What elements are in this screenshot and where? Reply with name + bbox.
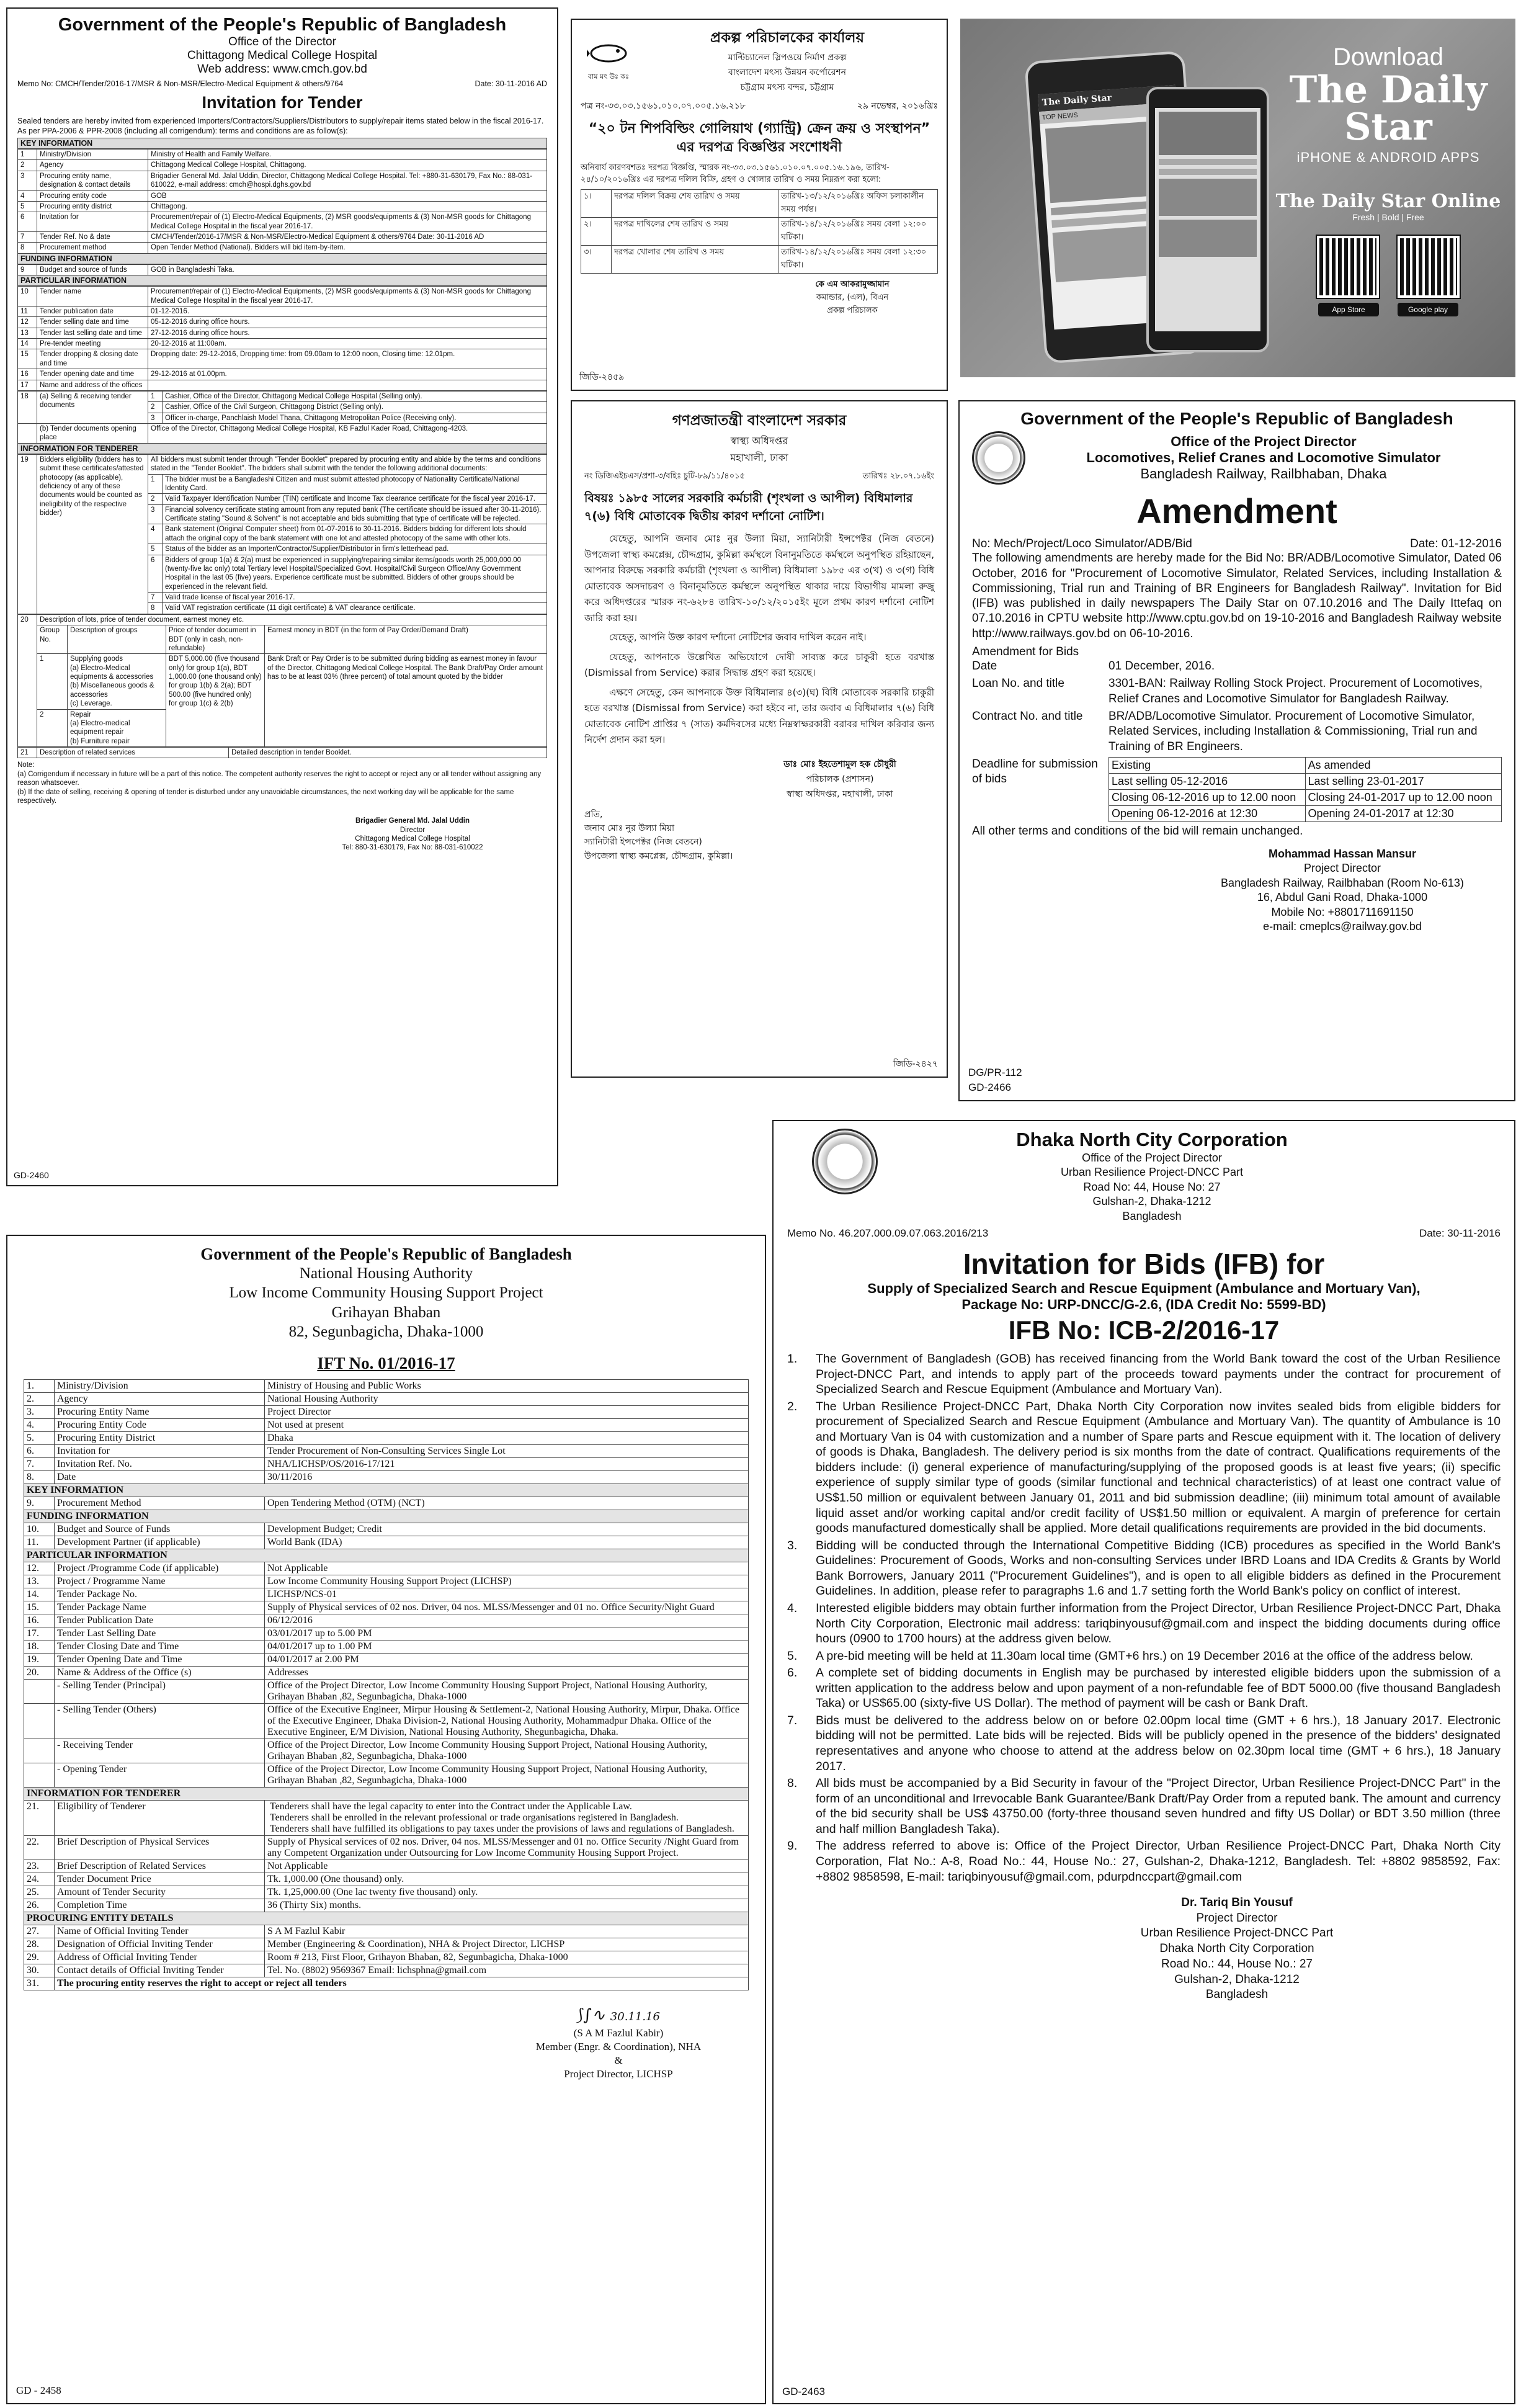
table-row: 3 Procuring entity name, designation & contact details Brigadier General Md. Jalal Uddin, Director, Chittagong Medical College Hospital. Tel: +880-31-630179, Fax No.: 88-031-610022, e-mail address: cmch@hospi.dghs.gov.bd bbox=[18, 171, 547, 190]
list-item: Tenderers shall have fulfilled its obligations to pay taxes under the provisions of laws and regulations of Bangladesh. bbox=[270, 1824, 734, 1834]
table-row: 20. Name & Address of the Office (s) Addresses bbox=[24, 1667, 749, 1680]
ad-tagline: Fresh | Bold | Free bbox=[1352, 212, 1424, 222]
table-row: - Opening Tender Office of the Project Director, Low Income Community Housing Support Project, National Housing Authority, Grihayan Bhaban ,82, Segunbagicha, Dhaka-1000 bbox=[24, 1763, 749, 1788]
dncc-ifb-notice: Dhaka North City Corporation Office of the Project Director Urban Resilience Project-DNCC Part Road No: 44, House No: 27 Gulshan-2, Dhaka-1212 Bangladesh Memo No. 46.207.000.09.07.063.2016/213 Date: 30-11-2016 Invitation for Bids (IFB) for Supply of Specialized Search and Rescue Equipment (Ambulance and Mortuary Van), Package No: URP-DNCC/G-2.6, (IDA Credit No: 5599-BD) IFB No: ICB-2/2016-17 1. The Government of Bangladesh (GOB) has received financing from the World Bank toward the cost of the Urban Resilience Project-DNCC Part, and intends to apply part of the proceeds toward payments under the contract for procurement of Specialized Search and Rescue Equipment (Ambulance and Mortuary Van). 2. The Urban Resilience Project-DNCC Part, Dhaka North City Corporation now invites sealed bids from eligible bidders for procurement of Specialized Search and Rescue Equipment (Ambulance and Mortuary Van). The quantity of Ambulance is 10 and Mortuary Van is 04 with customization and a number of Spare parts and Rescue equipment with it. The location of delivery of goods is Dhaka, Bangladesh. The delivery period is six months from the date of contract. Qualifications requirements of the bidders include: (i) general experience of manufacturing/supplying of the proposed goods is at least five years; (ii) specific experience of supply similar type of goods (similar functional and technical characteristics) of at least one contract value of US$1.50 million or equivalent between January 01, 2011 and bid submission deadline; (iii) minimum total amount of available liquid asset and/or working capital and/or credit facility of US$1.50 million or equivalent. A margin of preference for certain goods manufactured domestically shall be applied. More detail qualifications requirements are provided in the bid documents. 3. Bidding will be conducted through the International Competitive Bidding (ICB) procedures as specified in the World Bank's Guidelines: Procurement of Goods, Works and non-consulting Services under IBRD Loans and IDA Credits & Grants by World Bank Borrowers, January 2011 ("Procurement Guidelines"), and is open to all eligible bidders as defined in the Procurement Guidelines. In addition, please refer to paragraphs 1.6 and 1.7 setting forth the World Bank's policy on conflict of interest. 4. Interested eligible bidders may obtain further information from the Project Director, Urban Resilience Project-DNCC Part, Dhaka North City Corporation, Electronic mail address: tariqbinyousuf@gmail.com and inspect the bidding documents during office hours (0900 to 1700 hours) at the address given below. 5. A pre-bid meeting will be held at 11.30am local time (GMT+6 hrs.) on 19 December 2016 at the office of the address below. 6. A complete set of bidding documents in English may be purchased by interested eligible bidders upon the submission of a written application to the address below and upon payment of a non-refundable fee of BDT 5000.00 (five thousand Bangladesh Taka) or US$65.00 (sixty-five US Dollar). The method of payment will be cash or Bank Draft. 7. Bids must be delivered to the address below on or before 02.00pm local time (GMT + 6 hrs.), 18 January 2017. Electronic bidding will not be permitted. Late bids will be rejected. Bids will be publicly opened in the presence of the bidders' designated representatives and anyone who choose to attend at the address below on 02.30pm local time (GMT + 6 hrs.), 18 January 2017. 8. All bids must be accompanied by a Bid Security in favour of the "Project Director, Urban Resilience Project-DNCC Part" in the form of an unconditional and Irrevocable Bank Guarantee/Bank Draft/Pay Order from a reputed bank. The amount and currency of the bid security shall be US$ 43750.00 (forty-three thousand seven hundred and fifty US Dollar) or BDT 3.50 million (three and half million Bangladesh Taka). 9. The address referred to above is: Office of the Project Director, Urban Resilience Project-DNCC Part, Dhaka North City Corporation, Flat No.: A-8, Road No.: 44, House No.: 27, Gulshan-2, Dhaka-1212, Bangladesh. Tel: +8802 9858592, Fax: +8802 9858598, E-mail: tariqbinyousuf@gmail.com, pdurpdnccpart@gmail.com Dr. Tariq Bin Yousuf Project Director Urban Resilience Project-DNCC Part Dhaka North City Corporation Road No.: 44, House No.: 27 Gulshan-2, Dhaka-1212 Bangladesh GD-2463 bbox=[772, 1120, 1515, 2404]
cmch-gd: GD-2460 bbox=[14, 1170, 49, 1180]
tablet-mockup bbox=[1146, 87, 1269, 352]
table-row: 8 Valid VAT registration certificate (11 digit certificate) & VAT clearance certificate. bbox=[18, 603, 547, 614]
fisheries-body: অনিবার্য কারণবশতঃ দরপত্র বিজ্ঞপ্তি, স্মারক নং-৩৩.০৩.১৫৬১.০১০.০৭.০০৫.১৬.১৯৬, তারিখ- ২৪/১০/২০১৬খ্রিঃ এর দরপত্র দলিল বিক্রি, গ্রহণ ও খোলার তারিখ ও সময় নিম্নরূপ করা হলো: bbox=[581, 163, 890, 184]
table-row: ৩। দরপত্র খোলার শেষ তারিখ ও সময় তারিখ-১৪/১২/২০১৬খ্রিঃ সময় বেলা ১২:৩০ ঘটিকা। bbox=[581, 245, 938, 273]
table-row: 28. Designation of Official Inviting Tender Member (Engineering & Coordination), NHA & Project Director, LICHSP bbox=[24, 1938, 749, 1951]
health-gd: জিডি-২৪২৭ bbox=[893, 1059, 938, 1069]
dncc-title: Dhaka North City Corporation bbox=[1016, 1129, 1288, 1150]
fish-logo-icon bbox=[587, 38, 630, 69]
table-row: 15 Tender dropping & closing date and time Dropping date: 29-12-2016, Dropping time: from 09.00am to 12:00 noon, Closing time: 12.01pm. bbox=[18, 349, 547, 369]
cmch-table-eligibility: 19 Bidders eligibility (bidders has to submit these certificates/attested photocopy (as applicable), deficiency of any of these documents would be counted as ineligibility of the respective bidder) All bidders must submit tender through "Tender Booklet" prepared by procuring entity and abide by the terms and conditions stated in the "Tender Booklet". The bidders shall submit with the tender the following additional documents: 1 The bidder must be a Bangladeshi Citizen and must submit attested photocopy of Nationality Certificate/National Identity Card. 2 Valid Taxpayer Identification Number (TIN) certificate and Income Tax clearance certificate for the fiscal year 2016-17. 3 Financial solvency certificate stating amount from any reputed bank (The certificate should be issued after 30-11-2016). Certificate stating "Sound & Solvent" is not acceptable and bids submitting that type of certificate will be rejected. 4 Bank statement (Original Computer sheet) from 01-07-2016 to 30-11-2016. Bidders bidding for different lots should attach the original copy of the bank statement with one lot and attested photocopy of the same with other lots. 5 Status of the bidder as an Importer/Contractor/Supplier/Distributor in firm's letterhead pad. 6 Bidders of group 1(a) & 2(a) must be experienced in supplying/repairing similar items/goods worth 25,000,000.00 (twenty-five lac only) total Tertiary level Hospital/Specialized Govt. Hospital/Civil Surgeon Office/Any Government Hospital in the last 05 (five) years. Experience certificate must be submitted. Bidders of other groups should be experienced in the relevant field. 7 Valid trade license of fiscal year 2016-17. 8 Valid VAT registration certificate (11 digit certificate) & VAT clearance certificate. bbox=[17, 454, 547, 614]
list-item: 9. The address referred to above is: Office of the Project Director, Urban Resilience Project-DNCC Part, Dhaka North City Corporation, Flat No.: A-8, Road No.: 44, House No.: 27, Gulshan-2, Dhaka-1212, Bangladesh. Tel: +8802 9858592, Fax: +8802 9858598, E-mail: tariqbinyousuf@gmail.com, pdurpdnccpart@gmail.com bbox=[787, 1839, 1501, 1884]
table-row: 4. Procuring Entity Code Not used at present bbox=[24, 1419, 749, 1432]
table-row: 6. Invitation for Tender Procurement of Non-Consulting Services Single Lot bbox=[24, 1445, 749, 1458]
fisheries-notice: বাম মৎ উঃ কঃ প্রকল্প পরিচালকের কার্যালয় মাল্টিচ্যানেল স্লিপওয়ে নির্মাণ প্রকল্প বাংলাদেশ মৎস্য উন্নয়ন কর্পোরেশন চট্টগ্রাম মৎস্য বন্দর, চট্টগ্রাম পত্র নং-৩৩.০৩.১৫৬১.০১০.০৭.০০৫.১৬.২১৮ ২৯ নভেম্বর, ২০১৬খ্রিঃ “২০ টন শিপবিল্ডিং গোলিয়াথ (গ্যান্ট্রি) ক্রেন ক্রয় ও সংস্থাপন” এর দরপত্র বিজ্ঞপ্তির সংশোধনী অনিবার্য কারণবশতঃ দরপত্র বিজ্ঞপ্তি, স্মারক নং-৩৩.০৩.১৫৬১.০১০.০৭.০০৫.১৬.১৯৬, তারিখ- ২৪/১০/২০১৬খ্রিঃ এর দরপত্র দলিল বিক্রি, গ্রহণ ও খোলার তারিখ ও সময় নিম্নরূপ করা হলো: ১। দরপত্র দলিল বিক্রয় শেষ তারিখ ও সময় তারিখ-১৩/১২/২০১৬খ্রিঃ অফিস চলাকালীন সময় পর্যন্ত। ২। দরপত্র দাখিলের শেষ তারিখ ও সময় তারিখ-১৪/১২/২০১৬খ্রিঃ সময় বেলা ১২:০০ ঘটিকা। ৩। দরপত্র খোলার শেষ তারিখ ও সময় তারিখ-১৪/১২/২০১৬খ্রিঃ সময় বেলা ১২:৩০ ঘটিকা। কে এম আকরামুজ্জামান কমান্ডার, (এল), বিএন প্রকল্প পরিচালক জিডি-২৪৫৯ bbox=[571, 19, 948, 391]
fisheries-title: প্রকল্প পরিচালকের কার্যালয় bbox=[710, 30, 865, 46]
nha-signature: ⟆∫∿ 30.11.16 (S A M Fazlul Kabir) Member (Engr. & Coordination), NHA & Project Director, LICHSP bbox=[488, 2005, 749, 2081]
dncc-items bbox=[787, 1351, 1501, 1884]
fisheries-logo: বাম মৎ উঃ কঃ bbox=[581, 38, 636, 83]
table-row: 2 Agency Chittagong Medical College Hospital, Chittagong. bbox=[18, 160, 547, 171]
table-row: 8. Date 30/11/2016 bbox=[24, 1471, 749, 1484]
list-item: 5. A pre-bid meeting will be held at 11.30am local time (GMT+6 hrs.) on 19 December 2016 at the office of the address below. bbox=[787, 1649, 1473, 1663]
cmch-heading: Invitation for Tender bbox=[202, 92, 363, 112]
table-row: 16. Tender Publication Date 06/12/2016 bbox=[24, 1614, 749, 1627]
table-row: Last selling 05-12-2016 Last selling 23-01-2017 bbox=[1109, 773, 1502, 789]
cmch-key-info: KEY INFORMATION bbox=[17, 138, 547, 149]
phone-mockup: The Daily Star TOP NEWS bbox=[1024, 51, 1205, 364]
table-row: 6 Bidders of group 1(a) & 2(a) must be experienced in supplying/repairing similar items/goods worth 25,000,000.00 (twenty-five lac only) total Tertiary level Hospital/Specialized Govt. Hospital/Civil Surgeon Office/Any Government Hospital in the last 05 (five) years. Experience certificate must be submitted. Bidders of other groups should be experienced in the relevant field. bbox=[18, 555, 547, 593]
table-row: 10. Budget and Source of Funds Development Budget; Credit bbox=[24, 1523, 749, 1536]
list-item: 3. Bidding will be conducted through the International Competitive Bidding (ICB) procedures as specified in the World Bank's Guidelines: Procurement of Goods, Works and non-consulting Services under IBRD Loans and IDA Credits & Grants by World Bank Borrowers, January 2011 ("Procurement Guidelines"), and is open to all eligible bidders as defined in the Procurement Guidelines. In addition, please refer to paragraphs 1.6 and 1.7 setting forth the World Bank's policy on conflict of interest. bbox=[787, 1538, 1501, 1598]
list-item: 2. The Urban Resilience Project-DNCC Part, Dhaka North City Corporation now invites sealed bids from eligible bidders for procurement of Specialized Search and Rescue Equipment (Ambulance and Mortuary Van). The quantity of Ambulance is 10 and Mortuary Van is 04 with customization and a number of Spare parts and Rescue equipment with it. The location of delivery of goods is Dhaka, Bangladesh. The delivery period is six months from the date of contract. Qualifications requirements of the bidders include: (i) general experience of manufacturing/supplying of the proposed goods is at least five years; (ii) specific experience of supply similar type of goods (similar functional and technical characteristics) of at least one contract value of US$1.50 million or equivalent between January 01, 2011 and bid submission deadline; (iii) minimum total amount of available liquid asset and/or working capital and/or credit facility of US$1.50 million or equivalent. A margin of preference for certain goods manufactured domestically shall be applied. More detail qualifications requirements are provided in the bid documents. bbox=[787, 1399, 1501, 1536]
table-row: 24. Tender Document Price Tk. 1,000.00 (One thousand) only. bbox=[24, 1873, 749, 1886]
cmch-govt-title: Government of the People's Republic of Bangladesh bbox=[58, 15, 507, 35]
section-header: KEY INFORMATION bbox=[24, 1484, 749, 1497]
section-header: PROCURING ENTITY DETAILS bbox=[24, 1912, 749, 1925]
table-row: 16 Tender opening date and time 29-12-2016 at 01.00pm. bbox=[18, 369, 547, 380]
railway-deadline-table: Existing As amended Last selling 05-12-2016 Last selling 23-01-2017 Closing 06-12-2016 up to 12.00 noon Closing 24-01-2017 up to 12.00 noon Opening 06-12-2016 at 12:30 Opening 24-01-2017 at 12:30 bbox=[1108, 757, 1502, 822]
section-header: PARTICULAR INFORMATION bbox=[24, 1549, 749, 1562]
dncc-heading: Invitation for Bids (IFB) for bbox=[963, 1247, 1325, 1280]
table-row: 30. Contact details of Official Inviting Tender Tel. No. (8802) 9569367 Email: lichsphna@gmail.com bbox=[24, 1964, 749, 1977]
table-row: 8 Procurement method Open Tender Method (National). Bidders will bid item-by-item. bbox=[18, 243, 547, 253]
cmch-web: Web address: www.cmch.gov.bd bbox=[197, 63, 367, 76]
nha-tender-notice: Government of the People's Republic of Bangladesh National Housing Authority Low Income Community Housing Support Project Grihayan Bhaban 82, Segunbagicha, Dhaka-1000 IFT No. 01/2016-17 1. Ministry/Division Ministry of Housing and Public Works 2. Agency National Housing Authority 3. Procuring Entity Name Project Director 4. Procuring Entity Code Not used at present 5. Procuring Entity District Dhaka 6. Invitation for Tender Procurement of Non-Consulting Services Single Lot 7. Invitation Ref. No. NHA/LICHSP/OS/2016-17/121 8. Date 30/11/2016 KEY INFORMATION 9. Procurement Method Open Tendering Method (OTM) (NCT) FUNDING INFORMATION 10. Budget and Source of Funds Development Budget; Credit 11. Development Partner (if applicable) World Bank (IDA) PARTICULAR INFORMATION 12. Project /Programme Code (if applicable) Not Applicable 13. Project / Programme Name Low Income Community Housing Support Project (LICHSP) 14. Tender Package No. LICHSP/NCS-01 15. Tender Package Name Supply of Physical services of 02 nos. Driver, 04 nos. MLSS/Messenger and 01 no. Office Security/Night Guard 16. Tender Publication Date 06/12/2016 17. Tender Last Selling Date 03/01/2017 up to 5.00 PM 18. Tender Closing Date and Time 04/01/2017 up to 1.00 PM 19. Tender Opening Date and Time 04/01/2017 at 2.00 PM 20. Name & Address of the Office (s) Addresses - Selling Tender (Principal) Office of the Project Director, Low Income Community Housing Support Project, National Housing Authority, Grihayan Bhaban ,82, Segunbagicha, Dhaka-1000 - Selling Tender (Others) Office of the Executive Engineer, Mirpur Housing & Settlement-2, National Housing Authority, Mirpur, Dhaka. Office of the Executive Engineer, Dhaka Division-2, National Housing Authority, Mohammadpur Dhaka. Office of the Executive Engineer, E/M Division, National Housing Authority, Shegunbagicha, Dhaka. - Receiving Tender Office of the Project Director, Low Income Community Housing Support Project, National Housing Authority, Grihayan Bhaban ,82, Segunbagicha, Dhaka-1000 - Opening Tender Office of the Project Director, Low Income Community Housing Support Project, National Housing Authority, Grihayan Bhaban ,82, Segunbagicha, Dhaka-1000 INFORMATION FOR TENDERER 21. Eligibility of Tenderer Tenderers shall have the legal capacity to enter into the Contract under the Applicable Law. Tenderers shall be enrolled in the relevant professional or trade organisations registered in Bangladesh. Tenderers shall have fulfilled its obligations to pay taxes under the provisions of laws and regulations of Bangladesh. 22. Brief Description of Physical Services Supply of Physical services of 02 nos. Driver, 04 nos. MLSS/Messenger and 01 no. Office Security /Night Guard from any Competent Organization under Outsourcing for Low Income Community Housing Support Project. 23. Brief Description of Related Services Not Applicable 24. Tender Document Price Tk. 1,000.00 (One thousand) only. 25. Amount of Tender Security Tk. 1,25,000.00 (One lac twenty five thousand) only. 26. Completion Time 36 (Thirty Six) months. PROCURING ENTITY DETAILS 27. Name of Official Inviting Tender S A M Fazlul Kabir 28. Designation of Official Inviting Tender Member (Engineering & Coordination), NHA & Project Director, LICHSP 29. Address of Official Inviting Tender Room # 213, First Floor, Grihayon Bhaban, 82, Segunbagicha, Dhaka-1000 30. Contact details of Official Inviting Tender Tel. No. (8802) 9569367 Email: lichsphna@gmail.com 31. The procuring entity reserves the right to accept or reject all tenders ⟆∫∿ 30.11.16 (S A M Fazlul Kabir) Member (Engr. & Coordination), NHA & Project Director, LICHSP GD - 2458 bbox=[6, 1235, 766, 2404]
cmch-tender-notice bbox=[6, 7, 558, 1186]
cmch-hospital: Chittagong Medical College Hospital bbox=[187, 49, 378, 63]
nha-gd: GD - 2458 bbox=[16, 2384, 61, 2396]
table-row: 9 Budget and source of funds GOB in Bangladeshi Taka. bbox=[18, 264, 547, 275]
railway-date: Date: 01-12-2016 bbox=[1410, 537, 1502, 551]
table-row: 1 Ministry/Division Ministry of Health and Family Welfare. bbox=[18, 150, 547, 160]
table-row: 14 Pre-tender meeting 20-12-2016 at 11:00am. bbox=[18, 339, 547, 349]
dncc-date: Date: 30-11-2016 bbox=[1419, 1227, 1501, 1239]
fisheries-signature: কে এম আকরামুজ্জামান কমান্ডার, (এল), বিএন প্রকল্প পরিচালক bbox=[815, 279, 890, 315]
dncc-package: Package No: URP-DNCC/G-2.6, (IDA Credit No: 5599-BD) bbox=[961, 1296, 1326, 1312]
dncc-memo: Memo No. 46.207.000.09.07.063.2016/213 bbox=[787, 1227, 989, 1239]
nha-govt-title: Government of the People's Republic of Bangladesh bbox=[200, 1245, 572, 1263]
table-row: ২। দরপত্র দাখিলের শেষ তারিখ ও সময় তারিখ-১৪/১২/২০১৬খ্রিঃ সময় বেলা ১২:০০ ঘটিকা। bbox=[581, 217, 938, 245]
dncc-supply: Supply of Specialized Search and Rescue Equipment (Ambulance and Mortuary Van), bbox=[867, 1280, 1421, 1296]
railway-no: No: Mech/Project/Loco Simulator/ADB/Bid bbox=[972, 537, 1192, 551]
table-row: 11 Tender publication date 01-12-2016. bbox=[18, 306, 547, 316]
table-row: 6 Invitation for Procurement/repair of (1) Electro-Medical Equipments, (2) MSR goods/equipments & (3) Non-MSR goods for Chittagong Medical College Hospital in the fiscal year 2016-17. bbox=[18, 212, 547, 232]
table-row: 12 Tender selling date and time 05-12-2016 during office hours. bbox=[18, 317, 547, 328]
cmch-info-tenderer: INFORMATION FOR TENDERER bbox=[17, 444, 547, 454]
fisheries-heading: “২০ টন শিপবিল্ডিং গোলিয়াথ (গ্যান্ট্রি) ক্রেন ক্রয় ও সংস্থাপন” এর দরপত্র বিজ্ঞপ্তির সংশোধনী bbox=[588, 121, 930, 155]
table-row: 17 Name and address of the offices bbox=[18, 380, 547, 390]
health-subject: বিষয়ঃ ১৯৮৫ সালের সরকারি কর্মচারী (শৃংখলা ও আপীল) বিধিমালার ৭(৬) বিধি মোতাবেক দ্বিতীয় কারণ দর্শানো নোটিশ। bbox=[584, 491, 913, 523]
cmch-signature: Brigadier General Md. Jalal Uddin Director Chittagong Medical College Hospital Tel: 880-31-630179, Fax No: 88-031-610022 bbox=[342, 817, 483, 852]
cmch-notes: Note: (a) Corrigendum if necessary in future will be a part of this notice. The competent authority reserves the right to accept or reject any or all tender without assigning any reason whatsoever. (b) If the date of selling, receiving & opening of tender is disturbed under any unavoidable circumstances, the next working day will be applicable for the same respectively. bbox=[17, 761, 542, 805]
health-memo: নং ডিজিএইচএস/প্রশা-৩/বহিঃ চুটি-৮৯/১১/৪০১৫ bbox=[584, 472, 745, 481]
railway-gd: GD-2466 bbox=[968, 1081, 1011, 1093]
table-row: 13. Project / Programme Name Low Income Community Housing Support Project (LICHSP) bbox=[24, 1575, 749, 1588]
cmch-particular: PARTICULAR INFORMATION bbox=[17, 275, 547, 286]
table-row: 1. Ministry/Division Ministry of Housing and Public Works bbox=[24, 1380, 749, 1393]
table-row: 21. Eligibility of Tenderer Tenderers shall have the legal capacity to enter into the Contract under the Applicable Law. Tenderers shall be enrolled in the relevant professional or trade organisations registered in Bangladesh. Tenderers shall have fulfilled its obligations to pay taxes under the provisions of laws and regulations of Bangladesh. bbox=[24, 1801, 749, 1836]
list-item: 4. Interested eligible bidders may obtain further information from the Project Director, Urban Resilience Project-DNCC Part, Dhaka North City Corporation, Electronic mail address: tariqbinyousuf@gmail.com and inspect the bidding documents during office hours (0900 to 1700 hours) at the address given below. bbox=[787, 1601, 1501, 1646]
table-row: 7 Valid trade license of fiscal year 2016-17. bbox=[18, 593, 547, 603]
railway-logo-icon bbox=[972, 431, 1025, 485]
table-row: - Receiving Tender Office of the Project Director, Low Income Community Housing Support Project, National Housing Authority, Grihayan Bhaban ,82, Segunbagicha, Dhaka-1000 bbox=[24, 1739, 749, 1763]
table-row: Closing 06-12-2016 up to 12.00 noon Closing 24-01-2017 up to 12.00 noon bbox=[1109, 790, 1502, 806]
ad-apps: iPHONE & ANDROID APPS bbox=[1296, 150, 1480, 165]
dncc-ifb-no: IFB No: ICB-2/2016-17 bbox=[1008, 1315, 1280, 1345]
section-header: FUNDING INFORMATION bbox=[24, 1510, 749, 1523]
table-row: 11. Development Partner (if applicable) World Bank (IDA) bbox=[24, 1536, 749, 1549]
table-row: 22. Brief Description of Physical Services Supply of Physical services of 02 nos. Driver, 04 nos. MLSS/Messenger and 01 no. Office Security /Night Guard from any Competent Organization under Outsourcing for Low Income Community Housing Support Project. bbox=[24, 1836, 749, 1860]
table-row: 23. Brief Description of Related Services Not Applicable bbox=[24, 1860, 749, 1873]
table-row: Opening 06-12-2016 at 12:30 Opening 24-01-2017 at 12:30 bbox=[1109, 806, 1502, 822]
cmch-date: Date: 30-11-2016 AD bbox=[475, 79, 547, 89]
table-row: 3. Procuring Entity Name Project Director bbox=[24, 1406, 749, 1419]
table-row: 9. Procurement Method Open Tendering Method (OTM) (NCT) bbox=[24, 1497, 749, 1510]
ad-download: Download bbox=[1333, 43, 1443, 71]
cmch-table-particular bbox=[17, 286, 547, 391]
railway-heading: Amendment bbox=[1136, 491, 1337, 531]
cmch-office: Office of the Director bbox=[228, 35, 336, 49]
daily-star-ad[interactable] bbox=[960, 19, 1515, 377]
table-row: 29. Address of Official Inviting Tender Room # 213, First Floor, Grihayon Bhaban, 82, Segunbagicha, Dhaka-1000 bbox=[24, 1951, 749, 1964]
googleplay-badge[interactable]: Google play bbox=[1398, 303, 1458, 316]
railway-dg: DG/PR-112 bbox=[968, 1067, 1022, 1078]
signature-scrawl: ⟆∫∿ 30.11.16 bbox=[577, 2006, 660, 2025]
health-notice: গণপ্রজাতন্ত্রী বাংলাদেশ সরকার স্বাস্থ্য অধিদপ্তর মহাখালী, ঢাকা নং ডিজিএইচএস/প্রশা-৩/বহিঃ চুটি-৮৯/১১/৪০১৫ তারিখঃ ২৮.০৭.১৬ইং বিষয়ঃ ১৯৮৫ সালের সরকারি কর্মচারী (শৃংখলা ও আপীল) বিধিমালার ৭(৬) বিধি মোতাবেক দ্বিতীয় কারণ দর্শানো নোটিশ। যেহেতু, আপনি জনাব মোঃ নুর উল্যা মিয়া, স্যানিটারী ইন্সপেক্টর (নিজ বেতনে) উপজেলা স্বাস্থ্য কমপ্লেক্স, চৌদ্দগ্রাম, কুমিল্লা কর্মস্থলে বিনানুমতিতে কর্মস্থলে অনুপস্থিত রহিয়াছেন, আপনার বিরুদ্ধে সরকারি কর্মচারী (শৃংখলা ও আপীল) বিধিমালা ১৯৮৫ এর ৩(খ) ও ৩(গ) বিধি মোতাবেক অসদাচরণ ও বিনানুমতিতে কর্মস্থলে অনুপস্থিত থাকার দায়ে বিভাগীয় মামলা রুজু করে অধিদপ্তরের স্মারক নং-৬২৮৪ তারিখ-১০/১২/২০১৫ইং মূলে প্রথম কারণ দর্শানো নোটিশ জারি করা হয়। যেহেতু, আপনি উক্ত কারণ দর্শানো নোটিশের জবাব দাখিল করেন নাই। যেহেতু, আপনাকে উল্লেখিত অভিযোগে দোষী সাব্যস্ত করে চাকুরী হতে বরখাস্ত (Dismissal from Service) করার সিদ্ধান্ত গ্রহণ করা হয়েছে। এক্ষণে সেহেতু, কেন আপনাকে উক্ত বিধিমালার ৪(৩)(ঘ) বিধি মোতাবেক সরকারি চাকুরী হতে বরখাস্ত (Dismissal from Service) করা হইবে না, তার জবাব এ বিধিমালার ৭(৬) বিধি মোতাবেক নোটিশ প্রাপ্তির ৭ (সাত) কর্মদিবসের মধ্যে নিম্নস্বাক্ষরকারী বরাবর দাখিল করিবার জন্য নির্দেশ প্রদান করা হল। ডাঃ মোঃ ইহতেশামুল হক চৌধুরী পরিচালক (প্রশাসন) স্বাস্থ্য অধিদপ্তর, মহাখালী, ঢাকা প্রতি, জনাব মোঃ নুর উল্যা মিয়া স্যানিটারী ইন্সপেক্টর (নিজ বেতনে) উপজেলা স্বাস্থ্য কমপ্লেক্স, চৌদ্দগ্রাম, কুমিল্লা। জিডি-২৪২৭ bbox=[571, 400, 948, 1078]
table-row: 27. Name of Official Inviting Tender S A M Fazlul Kabir bbox=[24, 1925, 749, 1938]
health-title: গণপ্রজাতন্ত্রী বাংলাদেশ সরকার bbox=[672, 413, 847, 429]
dncc-gd: GD-2463 bbox=[782, 2386, 825, 2397]
table-row: 12. Project /Programme Code (if applicable) Not Applicable bbox=[24, 1562, 749, 1575]
table-row: 21 Description of related services Detailed description in tender Booklet. bbox=[18, 748, 547, 758]
table-row: 7 Tender Ref. No & date CMCH/Tender/2016-17/MSR & Non-MSR/Electro-Medical Equipment & others/9764 Date: 30-11-2016 AD bbox=[18, 232, 547, 243]
section-header: INFORMATION FOR TENDERER bbox=[24, 1788, 749, 1801]
table-row: 4 Procuring entity code GOB bbox=[18, 190, 547, 201]
appstore-badge[interactable]: App Store bbox=[1318, 303, 1379, 316]
fisheries-table bbox=[581, 189, 938, 274]
railway-amendment: Government of the People's Republic of Bangladesh Office of the Project Director Locomotives, Relief Cranes and Locomotive Simulator Bangladesh Railway, Railbhaban, Dhaka Amendment No: Mech/Project/Loco Simulator/ADB/Bid Date: 01-12-2016 The following amendments are hereby made for the Bid No: BR/ADB/Locomotive Simulator, Dated 06 October, 2016 for "Procurement of Locomotive Simulator, Related Services, including Installation & Commissioning, Trial run and Training of BR Engineers for Bangladesh Railway". Invitation for Bid (IFB) was published in daily newspapers The Daily Star on 07.10.2016 and The Daily Ittefaq on 07.10.2016 in CPTU website http://www.cptu.gov.bd on 19-10-2016 and Bangladesh Railway website http://www.railways.gov.bd on 06-10-2016. Amendment for Bids Date 01 December, 2016. Loan No. and title 3301-BAN: Railway Rolling Stock Project. Procurement of Locomotives, Relief Cranes and Locomotive Simulator for Bangladesh Railway. Contract No. and title BR/ADB/Locomotive Simulator. Procurement of Locomotive Simulator, Related Services, including Installation & Commissioning, Trial run and Training of BR Engineers. Deadline for submission of bids Existing As amended Last selling 05-12-2016 Last selling 23-01-2017 Closing 06-12-2016 up to 12.00 noon Closing 24-01-2017 up to 12.00 noon Opening 06-12-2016 at 12:30 Opening 24-01-2017 at 12:30 All other terms and conditions of the bid will remain unchanged. Mohammad Hassan Mansur Project Director Bangladesh Railway, Railbhaban (Room No-613) 16, Abdul Gani Road, Dhaka-1000 Mobile No: +8801711691150 e-mail: cmeplcs@railway.gov.bd DG/PR-112 GD-2466 bbox=[958, 400, 1515, 1101]
table-row: 17. Tender Last Selling Date 03/01/2017 up to 5.00 PM bbox=[24, 1627, 749, 1640]
fisheries-memo: পত্র নং-৩৩.০৩.১৫৬১.০১০.০৭.০০৫.১৬.২১৮ bbox=[581, 101, 746, 111]
railway-govt-title: Government of the People's Republic of Bangladesh bbox=[1020, 409, 1453, 428]
health-recipient: প্রতি, জনাব মোঃ নুর উল্যা মিয়া স্যানিটারী ইন্সপেক্টর (নিজ বেতনে) উপজেলা স্বাস্থ্য কমপ্লেক্স, চৌদ্দগ্রাম, কুমিল্লা। bbox=[584, 809, 733, 861]
cmch-table-lots: 20 Description of lots, price of tender document, earnest money etc. Group No. Description of groups Price of tender document in BDT (only in cash, non-refundable) Earnest money in BDT (in the form of Pay Order/Demand Draft) 1 Supplying goods (a) Electro-Medical equipments & accessories (b) Miscellaneous goods & accessories (c) Leverage. BDT 5,000.00 (five thousand only) for group 1(a), BDT 1,000.00 (one thousand only) for group 1(b) & 2(a); BDT 500.00 (five hundred only) for group 1(c) & 2(b) Bank Draft or Pay Order is to be submitted during bidding as earnest money in favour of the Director, Chittagong Medical College Hospital. The Bank Draft/Pay Order amount has to be at least 03% (three percent) of total amount quoted by the bidder 2 Repair (a) Electro-medical equipment repair (b) Furniture repair bbox=[17, 614, 547, 747]
qr-code-appstore[interactable] bbox=[1317, 236, 1379, 298]
table-row: 19. Tender Opening Date and Time 04/01/2017 at 2.00 PM bbox=[24, 1654, 749, 1667]
list-item: 8. All bids must be accompanied by a Bid Security in favour of the "Project Director, Urban Resilience Project-DNCC Part" in the form of an unconditional and Irrevocable Bank Guarantee/Bank Draft/Pay Order from a reputed bank. The amount and currency of the bid security shall be US$ 43750.00 (forty-three thousand seven hundred and fifty US Dollar) or BDT 3.50 million (three and half million Bangladesh Taka). bbox=[787, 1776, 1501, 1836]
table-row: 13 Tender last selling date and time 27-12-2016 during office hours. bbox=[18, 328, 547, 338]
table-row: 5. Procuring Entity District Dhaka bbox=[24, 1432, 749, 1445]
cmch-memo: Memo No: CMCH/Tender/2016-17/MSR & Non-MSR/Electro-Medical Equipment & others/9764 bbox=[17, 79, 344, 89]
nha-ift: IFT No. 01/2016-17 bbox=[317, 1354, 455, 1372]
table-row: 25. Amount of Tender Security Tk. 1,25,000.00 (One lac twenty five thousand) only. bbox=[24, 1886, 749, 1899]
cmch-funding: FUNDING INFORMATION bbox=[17, 254, 547, 264]
table-row: ১। দরপত্র দলিল বিক্রয় শেষ তারিখ ও সময় তারিখ-১৩/১২/২০১৬খ্রিঃ অফিস চলাকালীন সময় পর্যন্ত। bbox=[581, 189, 938, 217]
table-row: 2. Agency National Housing Authority bbox=[24, 1393, 749, 1406]
cmch-table-offices: 18 (a) Selling & receiving tender documents 1 Cashier, Office of the Director, Chittagong Medical College Hospital (Selling only). 2 Cashier, Office of the Civil Surgeon, Chittagong District (Selling only). 3 Officer in-charge, Panchlaish Model Thana, Chittagong Metropolitan Police (Receiving only). (b) Tender documents opening place Office of the Director, Chittagong Medical College Hospital, KB Fazlul Kader Road, Chittagong-4203. bbox=[17, 391, 547, 444]
table-row: 7. Invitation Ref. No. NHA/LICHSP/OS/2016-17/121 bbox=[24, 1458, 749, 1471]
cmch-intro: Sealed tenders are hereby invited from experienced Importers/Contractors/Suppliers/Distributors to supply/repair items stated below in the fiscal 2016-17. As per PPA-2006 & PPR-2008 (including all corrigendum): terms and conditions are as follow(s): bbox=[17, 116, 544, 135]
ad-brand: The Daily Star bbox=[1289, 68, 1488, 149]
table-row: 10 Tender name Procurement/repair of (1) Electro-Medical Equipments, (2) MSR goods/equipments & (3) Non-MSR goods for Chittagong Medical College Hospital in the fiscal year 2016-17. bbox=[18, 287, 547, 307]
ad-online: The Daily Star Online bbox=[1275, 190, 1501, 212]
table-row: 1 The bidder must be a Bangladeshi Citizen and must submit attested photocopy of Nationality Certificate/National Identity Card. bbox=[18, 474, 547, 494]
dncc-logo-icon bbox=[812, 1129, 878, 1194]
list-item: Tenderers shall have the legal capacity to enter into the Contract under the Applicable Law. bbox=[270, 1801, 632, 1812]
nha-table bbox=[24, 1379, 749, 1990]
fisheries-date: ২৯ নভেম্বর, ২০১৬খ্রিঃ bbox=[857, 101, 938, 111]
table-row: 3 Financial solvency certificate stating amount from any reputed bank (The certificate should be issued after 30-11-2016). Certificate stating "Sound & Solvent" is not acceptable and bids submitting that type of certificate will be rejected. bbox=[18, 504, 547, 524]
table-row: 5 Procuring entity district Chittagong. bbox=[18, 201, 547, 212]
cmch-table-key bbox=[17, 149, 547, 254]
fisheries-gd: জিডি-২৪৫৯ bbox=[579, 372, 625, 382]
list-item: 1. The Government of Bangladesh (GOB) has received financing from the World Bank toward the cost of the Urban Resilience Project-DNCC Part, and intends to apply part of the proceeds toward payments under the contract for procurement of Specialized Search and Rescue Equipment (Ambulance and Mortuary Van). bbox=[787, 1351, 1501, 1397]
list-item: 7. Bids must be delivered to the address below on or before 02.00pm local time (GMT + 6 hrs.), 18 January 2017. Electronic bidding will not be permitted. Late bids will be rejected. Bids will be publicly opened in the presence of the bidders' designated representatives and anyone who choose to attend at the address below on 02.30pm local time (GMT + 6 hrs.), 18 January 2017. bbox=[787, 1713, 1501, 1773]
railway-signature: Mohammad Hassan Mansur Project Director Bangladesh Railway, Railbhaban (Room No-613) 16, Abdul Gani Road, Dhaka-1000 Mobile No: +8801711691150 e-mail: cmeplcs@railway.gov.bd bbox=[1221, 848, 1464, 933]
list-item: 6. A complete set of bidding documents in English may be purchased by interested eligible bidders upon the submission of a written application to the address below and upon payment of a non-refundable fee of BDT 5000.00 (five thousand Bangladesh Taka) or US$65.00 (sixty-five US Dollar). The method of payment will be cash or Bank Draft. bbox=[787, 1666, 1501, 1711]
railway-body: The following amendments are hereby made for the Bid No: BR/ADB/Locomotive Simulator, Dated 06 October, 2016 for "Procurement of Locomotive Simulator, Related Services, including Installation & Commissioning, Trial run and Training of BR Engineers for Bangladesh Railway". Invitation for Bid (IFB) was published in daily newspapers The Daily Star on 07.10.2016 and The Daily Ittefaq on 07.10.2016 in CPTU website http://www.cptu.gov.bd on 19-10-2016 and Bangladesh Railway website http://www.railways.gov.bd on 06-10-2016. bbox=[972, 552, 1502, 640]
table-row: - Selling Tender (Others) Office of the Executive Engineer, Mirpur Housing & Settlement-2, National Housing Authority, Mirpur, Dhaka. Office of the Executive Engineer, Dhaka Division-2, National Housing Authority, Mohammadpur Dhaka. Office of the Executive Engineer, E/M Division, National Housing Authority, Shegunbagicha, Dhaka. bbox=[24, 1704, 749, 1739]
table-row: 26. Completion Time 36 (Thirty Six) months. bbox=[24, 1899, 749, 1912]
table-row: 15. Tender Package Name Supply of Physical services of 02 nos. Driver, 04 nos. MLSS/Messenger and 01 no. Office Security/Night Guard bbox=[24, 1601, 749, 1614]
table-row: 5 Status of the bidder as an Importer/Contractor/Supplier/Distributor in firm's letterhead pad. bbox=[18, 544, 547, 555]
table-row: 2 Valid Taxpayer Identification Number (TIN) certificate and Income Tax clearance certificate for the fiscal year 2016-17. bbox=[18, 494, 547, 504]
table-row: - Selling Tender (Principal) Office of the Project Director, Low Income Community Housing Support Project, National Housing Authority, Grihayan Bhaban ,82, Segunbagicha, Dhaka-1000 bbox=[24, 1680, 749, 1704]
list-item: Tenderers shall be enrolled in the relevant professional or trade organisations registered in Bangladesh. bbox=[270, 1812, 679, 1823]
table-row: 4 Bank statement (Original Computer sheet) from 01-07-2016 to 30-11-2016. Bidders bidding for different lots should attach the original copy of the bank statement with one lot and attested photocopy of the same with other lots. bbox=[18, 524, 547, 544]
qr-code-googleplay[interactable] bbox=[1398, 236, 1460, 298]
table-row: 14. Tender Package No. LICHSP/NCS-01 bbox=[24, 1588, 749, 1601]
dncc-signature: Dr. Tariq Bin Yousuf Project Director Urban Resilience Project-DNCC Part Dhaka North City Corporation Road No.: 44, House No.: 27 Gulshan-2, Dhaka-1212 Bangladesh bbox=[1140, 1896, 1334, 2002]
table-row: 31. The procuring entity reserves the right to accept or reject all tenders bbox=[24, 1977, 749, 1990]
health-signature: ডাঃ মোঃ ইহতেশামুল হক চৌধুরী পরিচালক (প্রশাসন) স্বাস্থ্য অধিদপ্তর, মহাখালী, ঢাকা bbox=[783, 759, 896, 799]
table-row: 18. Tender Closing Date and Time 04/01/2017 up to 1.00 PM bbox=[24, 1640, 749, 1654]
health-date: তারিখঃ ২৮.০৭.১৬ইং bbox=[862, 472, 934, 481]
